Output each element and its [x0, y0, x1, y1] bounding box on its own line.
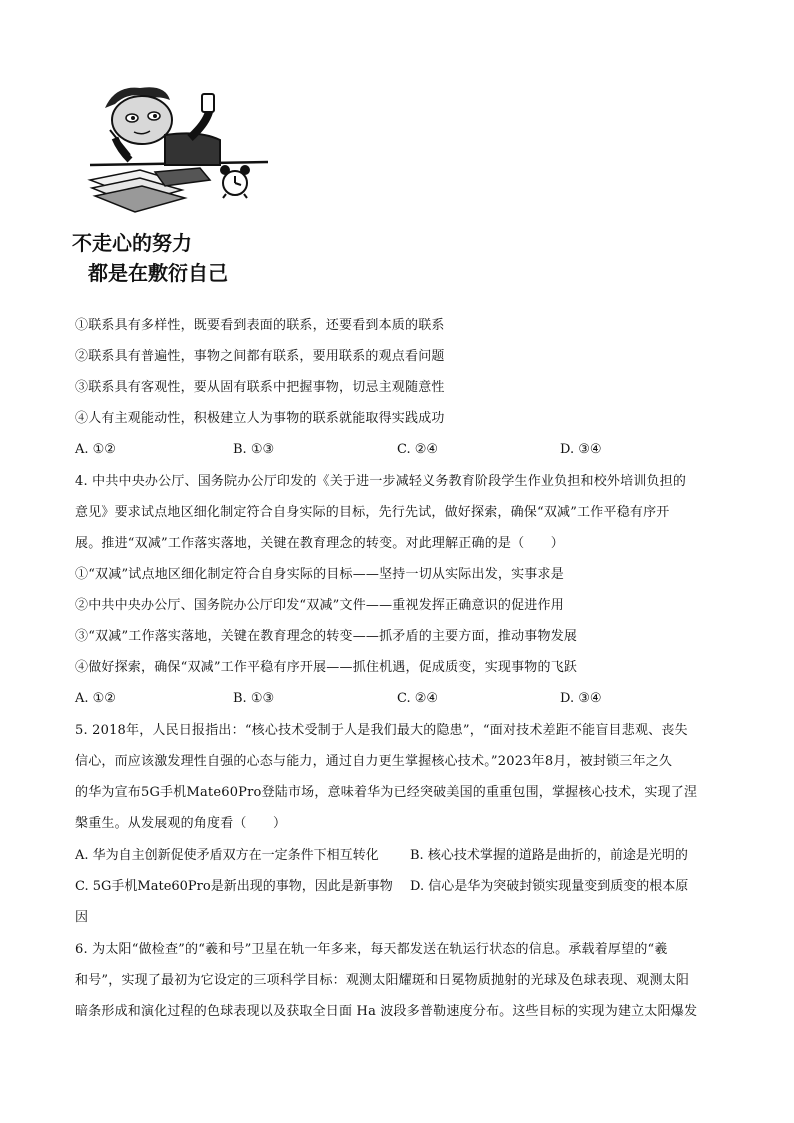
q4-option-d[interactable]: D. ③④ — [560, 691, 602, 706]
q6-stem-3: 暗条形成和演化过程的色球表现以及获取全日面 Ha 波段多普勒速度分布。这些目标的实现为建立太阳爆发 — [75, 1004, 698, 1019]
alarm-clock-icon — [221, 166, 249, 198]
q4-item-3: ③“双减”工作落实落地，关键在教育理念的转变——抓矛盾的主要方面，推动事物发展 — [75, 629, 578, 644]
q5-stem-1: 5. 2018年，人民日报指出：“核心技术受制于人是我们最大的隐患”，“面对技术差距不能盲目悲观、丧失 — [75, 723, 688, 738]
q3-item-4: ④人有主观能动性，积极建立人为事物的联系就能取得实践成功 — [75, 411, 445, 426]
q3-item-2: ②联系具有普遍性，事物之间都有联系，要用联系的观点看问题 — [75, 349, 445, 364]
q4-stem-1: 4. 中共中央办公厅、国务院办公厅印发的《关于进一步减轻义务教育阶段学生作业负担和校外培训负担的 — [75, 474, 687, 489]
q3-option-c[interactable]: C. ②④ — [397, 442, 439, 457]
q5-option-a[interactable]: A. 华为自主创新促使矛盾双方在一定条件下相互转化 — [75, 848, 379, 863]
q5-stem-4: 槃重生。从发展观的角度看（ ） — [75, 816, 287, 831]
q6-stem-2: 和号”，实现了最初为它设定的三项科学目标：观测太阳耀斑和日冕物质抛射的光球及色球表现、观测太阳 — [75, 973, 690, 988]
q6-stem-1: 6. 为太阳“做检查”的“羲和号”卫星在轨一年多来，每天都发送在轨运行状态的信息。承载着厚望的“羲 — [75, 942, 668, 957]
q3-item-3: ③联系具有客观性，要从固有联系中把握事物，切忌主观随意性 — [75, 380, 445, 395]
q5-stem-3: 的华为宣布5G手机Mate60Pro登陆市场，意味着华为已经突破美国的重重包围，掌握核心技术，实现了涅 — [75, 785, 698, 800]
q5-options-row1 — [75, 845, 688, 867]
q5-option-b[interactable]: B. 核心技术掌握的道路是曲折的，前途是光明的 — [410, 848, 688, 863]
q4-item-4: ④做好探索，确保“双减”工作平稳有序开展——抓住机遇，促成质变，实现事物的飞跃 — [75, 660, 578, 675]
q5-option-d[interactable]: D. 信心是华为突破封锁实现量变到质变的根本原 — [410, 879, 689, 894]
caption-line2: 都是在敷衍自己 — [88, 261, 228, 285]
q4-stem-3: 展。推进“双减”工作落实落地，关键在教育理念的转变。对此理解正确的是（ ） — [75, 536, 564, 551]
q4-stem-2: 意见》要求试点地区细化制定符合自身实际的目标，先行先试，做好探索，确保“双减”工作平稳有序开 — [75, 505, 670, 520]
q4-option-a[interactable]: A. ①② — [75, 691, 116, 706]
caption-line1: 不走心的努力 — [72, 231, 192, 255]
q3-option-a[interactable]: A. ①② — [75, 442, 116, 457]
books-stack — [90, 168, 210, 212]
cartoon-illustration — [70, 80, 275, 295]
q3-item-1: ①联系具有多样性，既要看到表面的联系，还要看到本质的联系 — [75, 318, 445, 333]
student-figure — [105, 87, 220, 165]
q5-stem-2: 信心，而应该激发理性自强的心态与能力，通过自力更生掌握核心技术。”2023年8月，被封锁三年之久 — [75, 754, 673, 769]
q3-option-d[interactable]: D. ③④ — [560, 442, 602, 457]
q5-option-d-continued: 因 — [75, 910, 89, 925]
q5-options-row2 — [75, 876, 689, 898]
q4-option-c[interactable]: C. ②④ — [397, 691, 439, 706]
q4-option-b[interactable]: B. ①③ — [233, 691, 275, 706]
q3-option-b[interactable]: B. ①③ — [233, 442, 275, 457]
q5-option-c[interactable]: C. 5G手机Mate60Pro是新出现的事物，因此是新事物 — [75, 879, 393, 894]
q4-item-2: ②中共中央办公厅、国务院办公厅印发“双减”文件——重视发挥正确意识的促进作用 — [75, 598, 564, 613]
q4-item-1: ①“双减”试点地区细化制定符合自身实际的目标——坚持一切从实际出发，实事求是 — [75, 567, 564, 582]
